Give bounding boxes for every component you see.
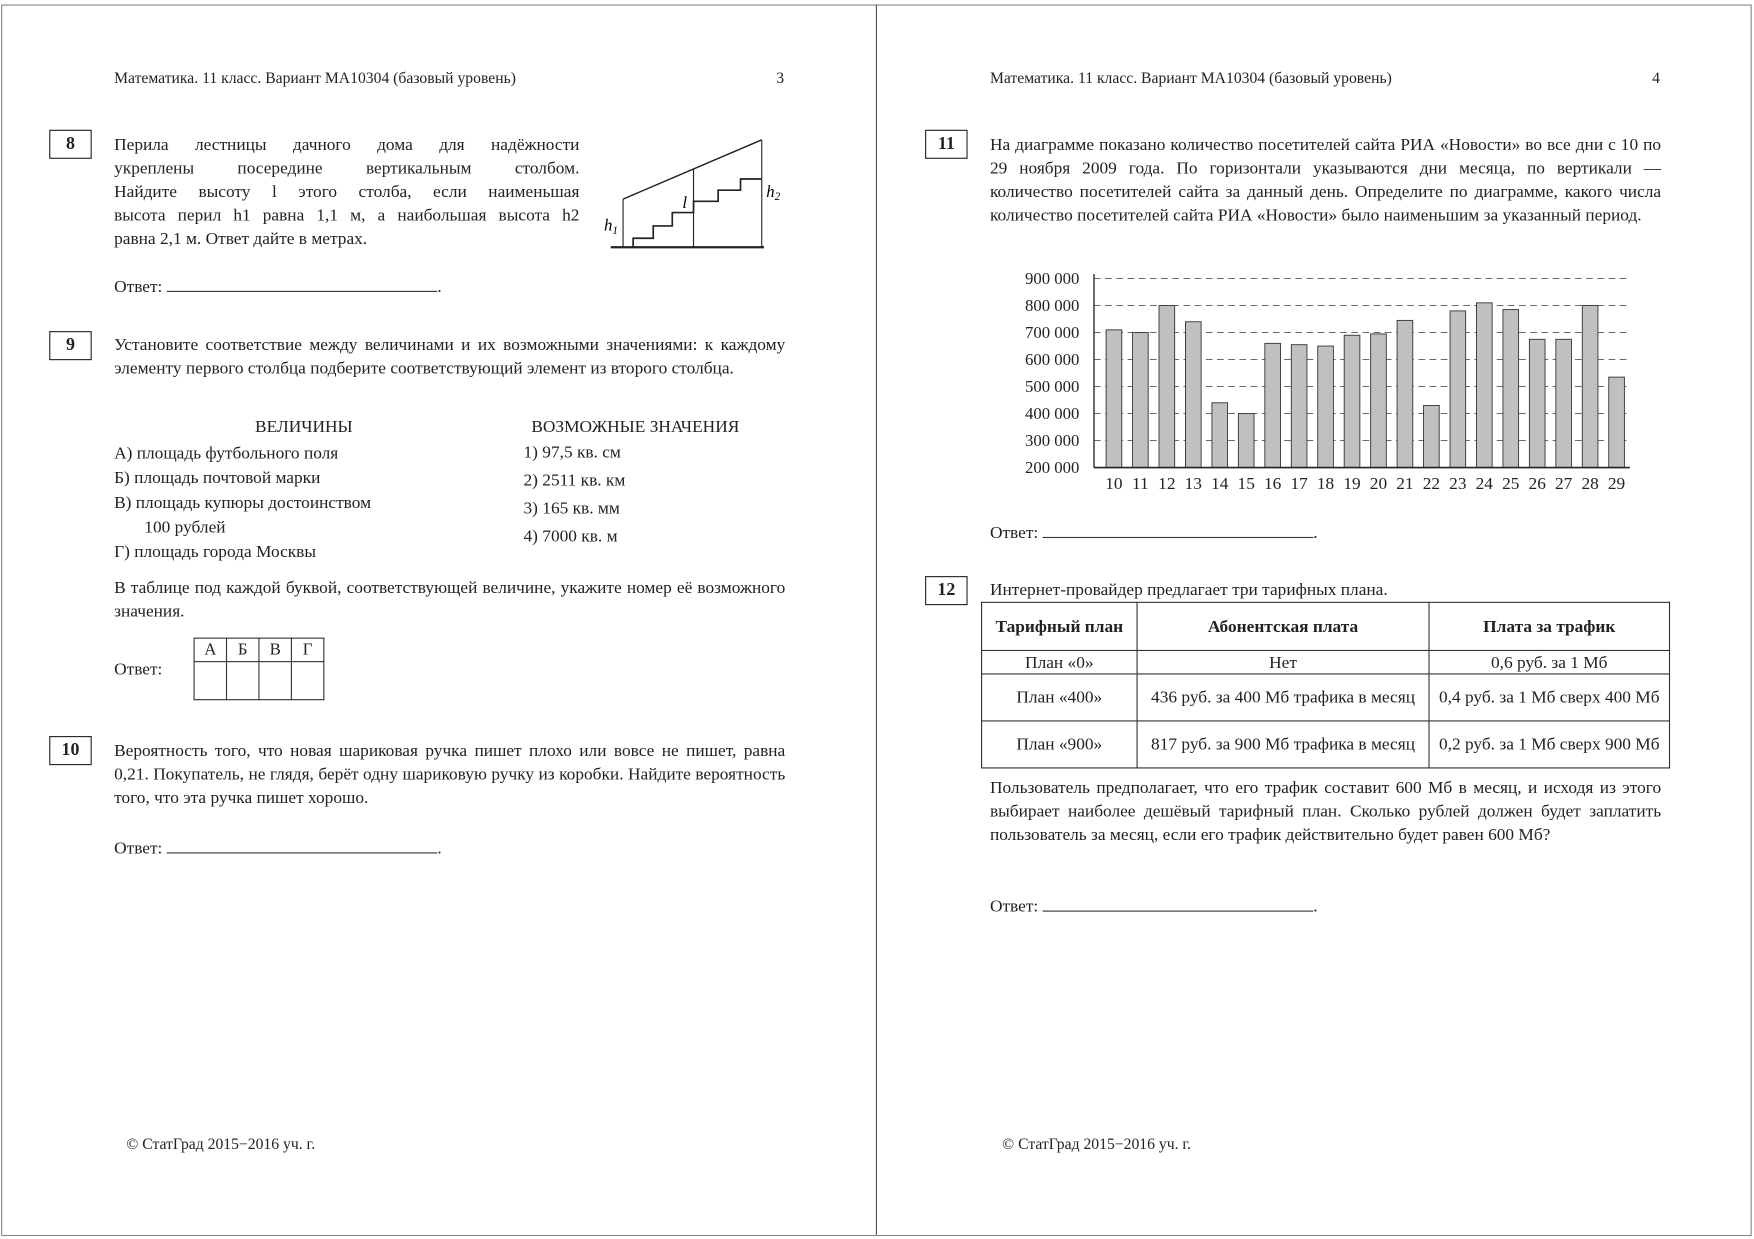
x-tick-label: 14 — [1211, 473, 1229, 493]
bar — [1159, 306, 1175, 468]
x-tick-label: 19 — [1343, 473, 1361, 493]
answer-cell[interactable] — [259, 662, 291, 700]
answer-cell[interactable] — [291, 662, 323, 700]
q8-line: укреплены посередине вертикальным столбом. — [114, 158, 580, 178]
answer-label: Ответ: — [114, 838, 163, 858]
bar — [1582, 306, 1598, 468]
quantity-item: Б) площадь почтовой марки — [114, 468, 321, 488]
question-8-number: 8 — [49, 130, 92, 159]
bar — [1185, 322, 1201, 468]
bar — [1371, 334, 1387, 468]
q12-intro: Интернет-провайдер предлагает три тарифных плана. — [989, 580, 1388, 600]
footer-left: © СтатГрад 2015−2016 уч. г. — [126, 1136, 316, 1154]
y-tick-label: 500 000 — [1024, 377, 1080, 397]
x-tick-label: 29 — [1607, 473, 1626, 493]
bar — [1450, 311, 1466, 468]
bar — [1212, 403, 1228, 468]
bar — [1556, 339, 1572, 467]
q12-answer-field[interactable] — [1043, 895, 1314, 912]
x-tick-label: 26 — [1528, 473, 1546, 493]
table-cell: 0,4 руб. за 1 Мб сверх 400 Мб — [1429, 674, 1669, 721]
footer-right: © СтатГрад 2015−2016 уч. г. — [1002, 1136, 1191, 1154]
x-tick-label: 25 — [1502, 473, 1520, 493]
letter-cell: Г — [291, 638, 323, 661]
y-tick-label: 800 000 — [1024, 296, 1080, 316]
bar — [1397, 320, 1413, 467]
q11-answer: Ответ: . — [990, 521, 1318, 543]
value-item: 4) 7000 кв. м — [523, 526, 618, 546]
question-9-number: 9 — [49, 331, 92, 360]
x-tick-label: 15 — [1237, 473, 1255, 493]
x-tick-label: 12 — [1158, 473, 1176, 493]
q9-answer-label: Ответ: — [114, 659, 163, 679]
question-12-text: Пользователь предполагает, что его трафик составит 600 Мб в месяц, и исходя из этого выбирает наиболее дешёвый тарифный план. Сколько рублей должен будет заплатить пользователь за месяц, если его трафик действительно будет равен 600 Мб? — [989, 778, 1662, 845]
value-item: 3) 165 кв. мм — [523, 498, 620, 518]
q8-line: равна 2,1 м. Ответ дайте в метрах. — [114, 229, 368, 249]
value-item: 2) 2511 кв. км — [523, 470, 626, 490]
answer-label: Ответ: — [989, 897, 1039, 917]
table-cell: 436 руб. за 400 Мб трафика в месяц — [1137, 674, 1429, 721]
label-h2: $h_2$ — [766, 181, 781, 204]
table-row — [982, 650, 1670, 673]
x-tick-label: 24 — [1475, 473, 1493, 493]
quantity-item: А) площадь футбольного поля — [114, 444, 339, 464]
bar — [1344, 335, 1360, 467]
q8-answer: Ответ: . — [114, 275, 442, 297]
answer-cell[interactable] — [227, 662, 259, 700]
x-tick-label: 23 — [1449, 473, 1467, 493]
question-8-text — [114, 133, 579, 250]
tariff-table — [981, 602, 1670, 769]
q8-answer-field[interactable] — [167, 275, 438, 292]
answer-label: Ответ: — [114, 277, 163, 297]
y-tick-label: 300 000 — [1024, 431, 1080, 451]
x-tick-label: 10 — [1105, 473, 1123, 493]
x-tick-label: 21 — [1396, 473, 1414, 493]
bar — [1424, 405, 1440, 467]
letter-cell: Б — [227, 638, 259, 661]
table-header: Абонентская плата — [1137, 602, 1429, 650]
value-item: 1) 97,5 кв. см — [523, 442, 621, 462]
q10-answer: Ответ: . — [114, 837, 442, 859]
quantities-list — [114, 442, 371, 565]
table-row — [982, 674, 1670, 721]
q9-instruction: В таблице под каждой буквой, соответствующей величине, укажите номер её возможного значения. — [114, 578, 786, 621]
x-tick-label: 17 — [1290, 473, 1308, 493]
q8-line: Перила лестницы дачного дома для надёжности — [114, 135, 580, 155]
letter-cell: А — [194, 638, 226, 661]
y-tick-label: 700 000 — [1024, 323, 1080, 343]
bar — [1106, 330, 1122, 468]
bar — [1291, 345, 1307, 468]
bar — [1529, 339, 1545, 467]
x-tick-label: 13 — [1184, 473, 1202, 493]
y-tick-label: 600 000 — [1024, 350, 1080, 370]
header-title-left: Математика. 11 класс. Вариант МА10304 (базовый уровень) — [114, 70, 516, 88]
values-list — [524, 443, 626, 555]
x-tick-label: 27 — [1554, 473, 1573, 493]
question-10-number: 10 — [49, 736, 92, 765]
answer-cell[interactable] — [194, 662, 226, 700]
bar — [1503, 310, 1519, 468]
visitors-bar-chart — [1001, 266, 1639, 501]
table-cell: План «900» — [982, 721, 1137, 768]
table-cell: Нет — [1137, 650, 1429, 673]
quantity-item: Г) площадь города Москвы — [114, 542, 317, 562]
bar — [1133, 333, 1149, 468]
x-tick-label: 11 — [1132, 473, 1149, 493]
table-row — [982, 721, 1670, 768]
q11-answer-field[interactable] — [1043, 521, 1314, 538]
x-tick-label: 22 — [1422, 473, 1441, 493]
label-l: l — [682, 193, 688, 213]
table-cell: План «400» — [982, 674, 1137, 721]
bar — [1318, 346, 1334, 468]
page-number-left: 3 — [776, 70, 785, 88]
x-tick-label: 28 — [1581, 473, 1599, 493]
bar — [1609, 377, 1625, 467]
question-11-number: 11 — [925, 130, 968, 159]
q10-answer-field[interactable] — [167, 837, 438, 854]
table-cell: 0,2 руб. за 1 Мб сверх 900 Мб — [1429, 721, 1669, 768]
bar — [1265, 343, 1281, 467]
table-header: Плата за трафик — [1429, 602, 1669, 650]
y-tick-label: 200 000 — [1024, 458, 1080, 478]
question-11-text: На диаграмме показано количество посетителей сайта РИА «Новости» во все дни с 10 по 29 ноября 2009 года. По горизонтали указываются дни месяца, по вертикали — количество посетителей сайта за данный день. Определите по диаграмме, какого числа количество посетителей сайта РИА «Новости» было наименьшим за указанный период. — [989, 135, 1662, 225]
letter-cell: В — [259, 638, 291, 661]
q8-line: Найдите высоту l этого столба, если наименьшая — [114, 182, 580, 202]
staircase-figure — [602, 134, 792, 251]
table-cell: 0,6 руб. за 1 Мб — [1429, 650, 1669, 673]
q9-answer-table — [194, 638, 325, 701]
q8-line: высота перил h1 равна 1,1 м, а наибольшая высота h2 — [114, 205, 580, 225]
x-tick-label: 18 — [1316, 473, 1335, 493]
y-tick-label: 900 000 — [1024, 269, 1080, 289]
page-divider — [876, 4, 877, 1234]
label-h1: $h_1$ — [604, 215, 619, 237]
question-9-text: Установите соответствие между величинами и их возможными значениями: к каждому элементу первого столбца подберите соответствующий элемент из второго столбца. — [114, 335, 786, 379]
quantity-item: 100 рублей — [144, 517, 226, 537]
x-tick-label: 20 — [1369, 473, 1388, 493]
header-title-right: Математика. 11 класс. Вариант МА10304 (базовый уровень) — [989, 70, 1392, 88]
bar — [1238, 414, 1254, 468]
question-10-text: Вероятность того, что новая шариковая ручка пишет плохо или вовсе не пишет, равна 0,21. Покупатель, не глядя, берёт одну шариковую ручку из коробки. Найдите вероятность того, что эта ручка пишет хорошо. — [114, 741, 786, 808]
bar — [1476, 303, 1492, 468]
table-cell: 817 руб. за 900 Мб трафика в месяц — [1137, 721, 1429, 768]
quantity-item: В) площадь купюры достоинством — [114, 493, 372, 513]
y-tick-label: 400 000 — [1024, 404, 1080, 424]
x-tick-label: 16 — [1263, 473, 1282, 493]
question-12-number: 12 — [925, 576, 968, 605]
table-cell: План «0» — [982, 650, 1137, 673]
answer-label: Ответ: — [989, 523, 1039, 543]
col1-title: ВЕЛИЧИНЫ — [255, 417, 353, 437]
col2-title: ВОЗМОЖНЫЕ ЗНАЧЕНИЯ — [531, 417, 740, 437]
table-header: Тарифный план — [982, 602, 1137, 650]
q12-answer: Ответ: . — [990, 895, 1318, 917]
page-number-right: 4 — [1652, 70, 1661, 88]
